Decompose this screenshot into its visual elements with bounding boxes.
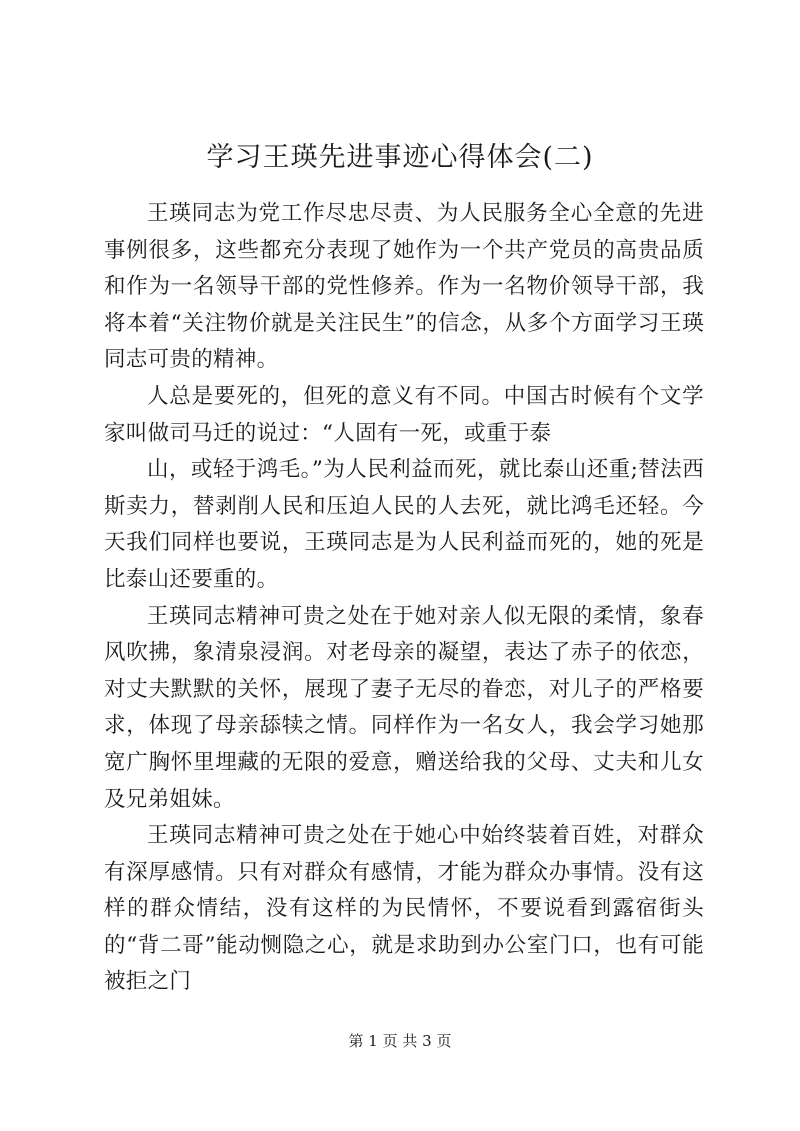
- paragraph-3: 山，或轻于鸿毛。”为人民利益而死，就比泰山还重;替法西斯卖力，替剥削人民和压迫人民的人去死，就比鸿毛还轻。今天我们同样也要说，王瑛同志是为人民利益而死的，她的死是比泰山还要重的。: [104, 457, 704, 592]
- page-title: 学习王瑛先进事迹心得体会(二): [206, 142, 594, 173]
- paragraph-1: 王瑛同志为党工作尽忠尽责、为人民服务全心全意的先进事例很多，这些都充分表现了她作为一个共产党员的高贵品质和作为一名领导干部的党性修养。作为一名物价领导干部，我将本着“关注物价就是关注民生”的信念，从多个方面学习王瑛同志可贵的精神。: [104, 201, 704, 373]
- paragraph-2: 人总是要死的，但死的意义有不同。中国古时候有个文学家叫做司马迁的说过：“人固有一死，或重于泰: [104, 383, 704, 446]
- body-text: [104, 196, 704, 1001]
- page-footer: 第 1 页 共 3 页: [348, 1032, 452, 1050]
- paragraph-5: 王瑛同志精神可贵之处在于她心中始终装着百姓，对群众有深厚感情。只有对群众有感情，才能为群众办事情。没有这样的群众情结，没有这样的为民情怀，不要说看到露宿街头的“背二哥”能动恻隐之心，就是求助到办公室门口，也有可能被拒之门: [104, 823, 704, 995]
- paragraph-4: 王瑛同志精神可贵之处在于她对亲人似无限的柔情，象春风吹拂，象清泉浸润。对老母亲的凝望，表达了赤子的依恋，对丈夫默默的关怀，展现了妻子无尽的眷恋，对儿子的严格要求，体现了母亲舔犊之情。同样作为一名女人，我会学习她那宽广胸怀里埋藏的无限的爱意，赠送给我的父母、丈夫和儿女及兄弟姐妹。: [104, 603, 704, 812]
